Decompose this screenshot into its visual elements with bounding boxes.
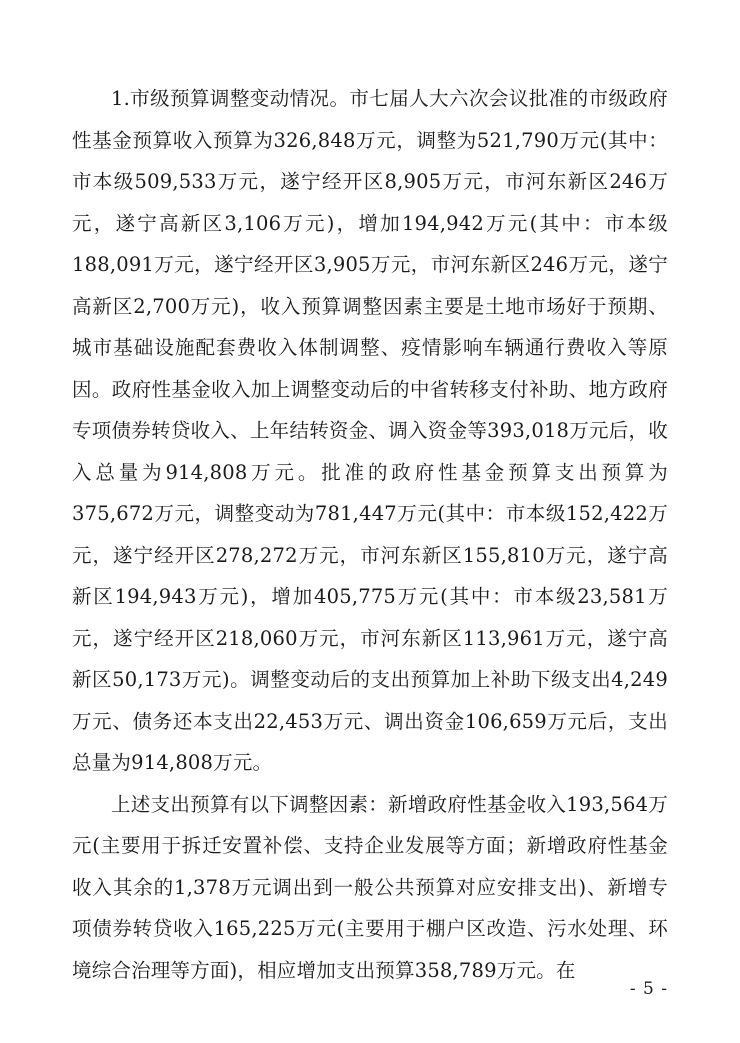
page-number: - 5 - [629,979,668,999]
paragraph-1: 1.市级预算调整变动情况。市七届人大六次会议批准的市级政府性基金预算收入预算为326,848万元，调整为521,790万元(其中：市本级509,533万元，遂宁经开区8,905万元，市河东新区246万元，遂宁高新区3,106万元)，增加194,942万元(其中：市本级188,091万元，遂宁经开区3,905万元，市河东新区246万元，遂宁高新区2,700万元)，收入预算调整因素主要是土地市场好于预期、城市基础设施配套费收入体制调整、疫情影响车辆通行费收入等原因。政府性基金收入加上调整变动后的中省转移支付补助、地方政府专项债券转贷收入、上年结转资金、调入资金等393,018万元后，收入总量为914,808万元。批准的政府性基金预算支出预算为375,672万元，调整变动为781,447万元(其中：市本级152,422万元，遂宁经开区278,272万元，市河东新区155,810万元，遂宁高新区194,943万元)，增加405,775万元(其中：市本级23,581万元，遂宁经开区218,060万元，市河东新区113,961万元，遂宁高新区50,173万元)。调整变动后的支出预算加上补助下级支出4,249万元、债务还本支出22,453万元、调出资金106,659万元后，支出总量为914,808万元。 [72,87,668,774]
paragraph-2: 上述支出预算有以下调整因素：新增政府性基金收入193,564万元(主要用于拆迁安置补偿、支持企业发展等方面；新增政府性基金收入其余的1,378万元调出到一般公共预算对应安排支出)、新增专项债券转贷收入165,225万元(主要用于棚户区改造、污水处理、环境综合治理等方面)，相应增加支出预算358,789万元。在 [72,792,668,982]
document-body [72,78,668,991]
